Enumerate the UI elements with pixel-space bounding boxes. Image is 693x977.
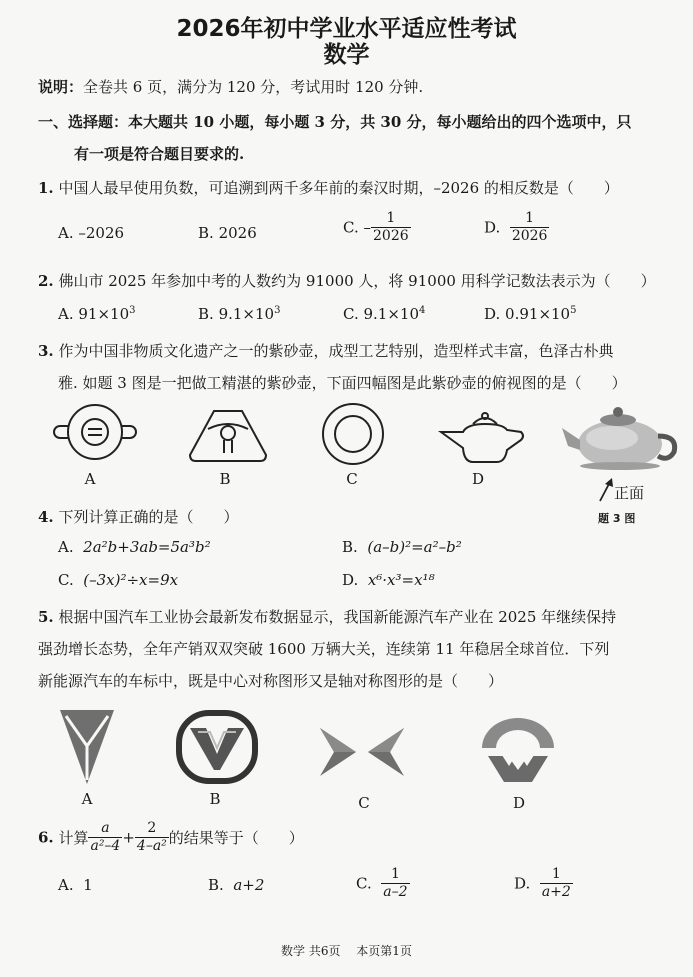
car-logo-c[interactable] [318,724,406,780]
fraction-denominator: 2026 [511,228,548,244]
fraction-denominator: a²–4 [90,838,121,854]
teapot-topview-c[interactable] [320,401,386,467]
q2-option-d[interactable] [484,305,576,323]
teapot-photo [560,400,680,472]
subject-title: 数学 [323,42,370,68]
option-label: A. [58,224,74,242]
option-label: D. [484,305,501,323]
car-logo-b[interactable] [176,710,258,784]
option-label: C. [343,218,359,237]
option-text: x⁶·x³=x¹⁸ [367,571,435,589]
front-label: 正面 [614,484,645,502]
question-3-line2: 雅. 如题 3 图是一把做工精湛的紫砂壶，下面四幅图是此紫砂壶的俯视图的是（ ） [58,374,627,392]
option-label: B. [342,538,358,556]
q2-option-a[interactable] [58,305,136,323]
q2-option-b[interactable] [198,305,280,323]
q3-option-a-label: A [84,470,96,488]
question-4-stem: 下列计算正确的是（ ） [58,508,239,526]
question-4-number: 4. [38,508,54,526]
section-heading-line1: 一、选择题：本大题共 10 小题，每小题 3 分，共 30 分，每小题给出的四个选项中，只 [38,113,632,131]
fraction-numerator: a [88,820,122,838]
fraction-denominator: 2026 [373,228,409,244]
question-5-number: 5. [38,608,54,626]
question-6-suffix: 的结果等于（ ） [168,829,304,847]
q4-option-b[interactable] [342,538,462,556]
option-label: C. [58,571,74,589]
option-label: D. [484,218,501,237]
fraction-denominator: a–2 [383,884,408,900]
q3-option-d-label: D [471,470,485,488]
q4-option-d[interactable] [342,571,435,589]
exponent: 3 [274,305,281,316]
q5-option-c-label: C [358,794,370,812]
option-label: C. [356,874,372,893]
q6-option-b[interactable] [208,876,264,894]
q3-option-b-label: B [219,470,231,488]
option-text: 2026 [218,224,257,242]
option-text: (–3x)²÷x=9x [83,571,179,589]
fraction [371,210,411,245]
fraction-a-over-a2-4 [88,820,122,855]
option-text: 2a²b+3ab=5a³b² [83,538,211,556]
question-1-number: 1. [38,179,54,197]
option-label: B. [198,305,214,323]
fraction-numerator: 1 [371,210,411,228]
option-text: (a–b)²=a²–b² [367,538,462,556]
question-5 [38,606,616,627]
question-3-line1: 作为中国非物质文化遗产之一的紫砂壶，成型工艺特别，造型样式丰富，色泽古朴典 [58,342,614,360]
exam-title: 2026年初中学业水平适应性考试 [176,16,517,42]
fraction [510,210,550,245]
q1-option-b[interactable] [198,224,257,242]
q5-option-a-label: A [81,790,93,808]
q4-option-c[interactable] [58,571,178,589]
plus-sign: + [122,828,135,847]
fraction-numerator: 1 [381,866,409,884]
fraction-numerator: 1 [510,210,550,228]
q1-option-c[interactable] [343,210,411,245]
minus-sign: – [363,218,371,237]
option-label: A. [58,305,74,323]
teapot-topview-a[interactable] [52,403,138,463]
exponent: 5 [570,305,577,316]
teapot-topview-d[interactable] [437,410,527,464]
option-text: 9.1×10 [363,305,420,323]
question-2-number: 2. [38,272,54,290]
car-logo-d[interactable] [478,712,558,784]
q1-option-a[interactable] [58,224,124,242]
q2-option-c[interactable] [343,305,425,323]
q3-option-c-label: C [346,470,358,488]
q4-option-a[interactable] [58,538,211,556]
instructions [38,76,423,97]
instructions-label: 说明： [38,78,84,96]
question-1-stem: 中国人最早使用负数，可追溯到两千多年前的秦汉时期，–2026 的相反数是（ ） [58,179,619,197]
question-2 [38,270,656,291]
option-text: a+2 [233,876,265,894]
instructions-text: 全卷共 6 页，满分为 120 分，考试用时 120 分钟. [83,78,424,96]
option-label: A. [58,538,74,556]
question-6 [38,820,304,855]
option-label: B. [208,876,224,894]
option-label: A. [58,876,74,894]
fraction [540,866,573,901]
option-text: 1 [83,876,93,894]
question-6-prefix: 计算 [58,829,89,847]
option-text: 91×10 [78,305,130,323]
option-label: C. [343,305,359,323]
question-3 [38,340,613,361]
fraction-numerator: 1 [540,866,573,884]
figure-3-caption: 题 3 图 [598,512,636,525]
section-heading-line2: 有一项是符合题目要求的. [74,145,245,163]
fraction [381,866,409,901]
q5-option-b-label: B [209,790,221,808]
q6-option-a[interactable] [58,876,93,894]
q6-option-d[interactable] [514,866,573,901]
fraction-denominator: a+2 [541,884,571,900]
question-6-number: 6. [38,828,54,847]
question-1 [38,177,619,198]
q1-option-d[interactable] [484,210,549,245]
fraction-denominator: 4–a² [136,838,167,854]
question-4 [38,506,238,527]
option-label: D. [514,874,531,893]
exponent: 4 [419,305,426,316]
question-5-line1: 根据中国汽车工业协会最新发布数据显示，我国新能源汽车产业在 2025 年继续保持 [58,608,617,626]
option-text: 9.1×10 [218,305,275,323]
option-label: B. [198,224,214,242]
car-logo-a[interactable] [58,708,116,786]
fraction-2-over-4-a2 [135,820,169,855]
q6-option-c[interactable] [356,866,410,901]
question-5-line3: 新能源汽车的车标中，既是中心对称图形又是轴对称图形的是（ ） [38,672,504,690]
option-text: –2026 [78,224,125,242]
page-footer: 数学 共6页 本页第1页 [281,944,412,958]
option-label: D. [342,571,359,589]
exponent: 3 [129,305,136,316]
option-text: 0.91×10 [505,305,571,323]
fraction-numerator: 2 [135,820,169,838]
q5-option-d-label: D [512,794,526,812]
question-5-line2: 强劲增长态势，全年产销双双突破 1600 万辆大关，连续第 11 年稳居全球首位．下列 [38,640,610,658]
teapot-topview-b[interactable] [186,403,270,465]
question-3-number: 3. [38,342,54,360]
question-2-stem: 佛山市 2025 年参加中考的人数约为 91000 人，将 91000 用科学记数法表示为（ ） [58,272,656,290]
